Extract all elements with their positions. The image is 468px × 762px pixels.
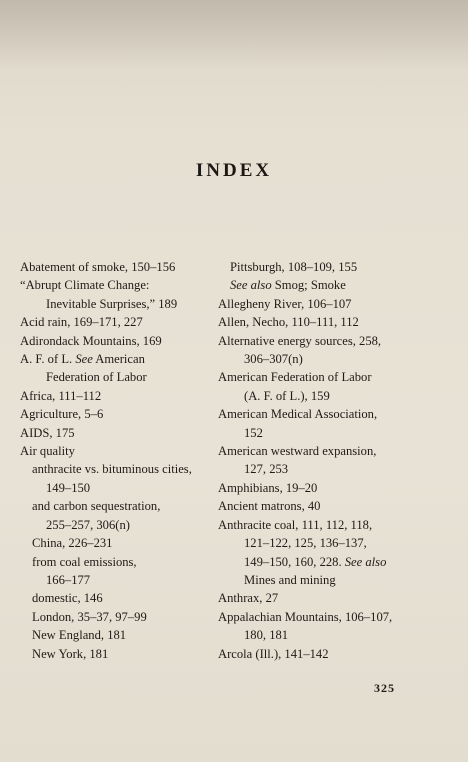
- index-entry: [218, 405, 438, 423]
- index-entry: [20, 479, 220, 497]
- index-entry: [218, 553, 438, 571]
- index-entry-text: Air quality: [20, 444, 75, 459]
- index-entry-text: Adirondack Mountains, 169: [20, 333, 162, 348]
- index-entry: [218, 387, 438, 405]
- index-column-right: [218, 258, 438, 663]
- index-entry: [218, 497, 438, 515]
- index-entry-text: Inevitable Surprises,” 189: [46, 296, 178, 311]
- index-entry: [20, 608, 220, 626]
- index-entry-text: Acid rain, 169–171, 227: [20, 315, 143, 330]
- index-entry: [218, 534, 438, 552]
- index-entry-text: New England, 181: [32, 628, 127, 643]
- index-entry: [218, 571, 438, 589]
- index-entry: [20, 534, 220, 552]
- index-entry: [218, 589, 438, 607]
- index-entry: [218, 350, 438, 368]
- index-entry-text: 180, 181: [244, 628, 289, 643]
- index-entry-text: domestic, 146: [32, 591, 103, 606]
- see-reference: See also: [344, 554, 387, 569]
- index-entry: [218, 313, 438, 331]
- index-entry-text: Agriculture, 5–6: [20, 407, 104, 422]
- index-entry-text: Ancient matrons, 40: [218, 499, 321, 514]
- index-entry: [218, 516, 438, 534]
- see-reference: See: [75, 352, 93, 367]
- index-entry: [218, 442, 438, 460]
- see-target: Smog; Smoke: [271, 278, 346, 293]
- index-entry: [218, 608, 438, 626]
- index-entry: [20, 645, 220, 663]
- index-entry-text: Pittsburgh, 108–109, 155: [230, 260, 358, 274]
- index-entry: [218, 295, 438, 313]
- show-through-shadow: [0, 0, 468, 70]
- index-entry: [20, 350, 220, 368]
- index-entry: [20, 258, 220, 276]
- index-entry-text: American Medical Association,: [218, 407, 378, 422]
- index-entry-text: Amphibians, 19–20: [218, 480, 318, 495]
- index-entry: [20, 313, 220, 331]
- page-number: 325: [374, 681, 395, 695]
- index-entry-text: London, 35–37, 97–99: [32, 609, 147, 624]
- index-entry: [20, 571, 220, 589]
- index-entry: [20, 368, 220, 386]
- index-entry-text: Arcola (Ill.), 141–142: [218, 646, 329, 661]
- index-entry: [20, 497, 220, 515]
- index-entry: [20, 553, 220, 571]
- index-entry-text: A. F. of L.: [20, 352, 76, 367]
- index-entry-text: (A. F. of L.), 159: [244, 388, 330, 403]
- index-entry-text: 152: [244, 425, 263, 440]
- index-entry-text: “Abrupt Climate Change:: [20, 278, 150, 293]
- index-entry-text: Allegheny River, 106–107: [218, 296, 352, 311]
- index-entry-text: 306–307(n): [244, 352, 303, 367]
- index-entry-text: 149–150, 160, 228.: [244, 554, 345, 569]
- index-entry-text: China, 226–231: [32, 536, 113, 551]
- index-entry: [20, 424, 220, 442]
- index-entry-text: Allen, Necho, 110–111, 112: [218, 315, 359, 330]
- index-entry: [20, 276, 220, 294]
- index-entry: [218, 276, 438, 294]
- index-entry-text: Africa, 111–112: [20, 388, 102, 403]
- index-entry: [218, 645, 438, 663]
- index-entry-text: 121–122, 125, 136–137,: [244, 536, 367, 551]
- index-entry: [20, 442, 220, 460]
- index-entry-text: AIDS, 175: [20, 425, 75, 440]
- index-entry-text: American Federation of Labor: [218, 370, 372, 385]
- index-entry-text: and carbon sequestration,: [32, 499, 161, 514]
- index-entry-text: Mines and mining: [244, 572, 336, 587]
- index-entry: [20, 332, 220, 350]
- index-entry: [20, 295, 220, 313]
- index-entry-text: Anthrax, 27: [218, 591, 279, 606]
- index-entry: [218, 368, 438, 386]
- index-entry-text: 127, 253: [244, 462, 289, 477]
- index-entry-text: 149–150: [46, 480, 91, 495]
- index-entry: [218, 479, 438, 497]
- index-entry: [218, 424, 438, 442]
- index-entry-text: anthracite vs. bituminous cities,: [32, 462, 192, 477]
- index-entry: [218, 258, 438, 276]
- index-entry-text: Federation of Labor: [46, 370, 147, 385]
- index-entry-text: Abatement of smoke, 150–156: [20, 260, 176, 274]
- index-entry-text: from coal emissions,: [32, 554, 137, 569]
- see-target: American: [92, 352, 145, 367]
- index-entry-text: Appalachian Mountains, 106–107,: [218, 609, 393, 624]
- index-entry-text: American westward expansion,: [218, 444, 377, 459]
- index-entry-text: New York, 181: [32, 646, 109, 661]
- index-entry-text: 166–177: [46, 572, 91, 587]
- index-column-left: [20, 258, 220, 663]
- index-entry: [218, 332, 438, 350]
- page-title: INDEX: [195, 160, 273, 181]
- index-entry: [20, 516, 220, 534]
- index-entry: [20, 460, 220, 478]
- index-entry: [20, 589, 220, 607]
- index-entry-text: Alternative energy sources, 258,: [218, 333, 382, 348]
- index-entry-text: 255–257, 306(n): [46, 517, 130, 532]
- index-entry: [20, 387, 220, 405]
- index-entry: [20, 626, 220, 644]
- index-entry: [218, 626, 438, 644]
- index-entry: [20, 405, 220, 423]
- index-entry: [218, 460, 438, 478]
- index-entry-text: Anthracite coal, 111, 112, 118,: [218, 517, 373, 532]
- see-reference: See also: [230, 278, 272, 293]
